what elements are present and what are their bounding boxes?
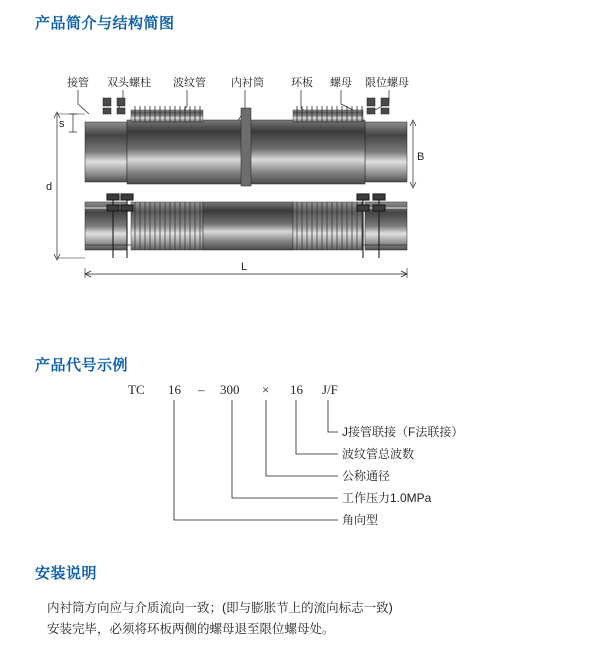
code-description: 角向型: [342, 513, 379, 527]
code-leaders: [174, 400, 338, 520]
section-title-code: 产品代号示例: [35, 357, 129, 374]
dimension-b: [410, 120, 424, 188]
code-part: 16: [168, 382, 181, 397]
code-part: J/F: [322, 382, 338, 397]
callout-label: 环板: [291, 77, 313, 89]
dimension-l: [85, 261, 407, 278]
dimension-label: L: [241, 261, 248, 273]
code-string: [128, 382, 338, 397]
callout-label: 接管: [67, 77, 89, 89]
callout-label: 螺母: [330, 77, 352, 89]
install-notes: [47, 598, 567, 640]
dimension-d: [46, 112, 85, 260]
callout-labels: [67, 75, 409, 89]
dimension-label: d: [46, 181, 53, 193]
code-description: J接管联接（F法联接）: [342, 425, 464, 439]
section-title-install: 安装说明: [35, 565, 98, 582]
code-part: TC: [128, 382, 145, 397]
upper-assembly: [85, 98, 407, 186]
code-part: 300: [220, 382, 240, 397]
install-note-line: 安装完毕，必须将环板两侧的螺母退至限位螺母处。: [47, 622, 335, 636]
code-part: ×: [262, 382, 270, 397]
install-note-line: 内衬筒方向应与介质流向一致；(即与膨胀节上的流向标志一致): [47, 601, 393, 615]
code-description: 公称通径: [342, 469, 391, 483]
dimension-s: [59, 114, 77, 132]
dimension-label: B: [417, 151, 425, 163]
section-title-intro: 产品简介与结构简图: [35, 15, 175, 32]
code-description: 工作压力1.0MPa: [342, 491, 432, 505]
callout-label: 限位螺母: [365, 77, 409, 89]
code-part: 16: [290, 382, 303, 397]
product-code-diagram: [110, 380, 530, 540]
dimension-label: s: [59, 118, 65, 130]
lower-assembly: [85, 194, 407, 258]
code-descriptions: [342, 424, 463, 527]
callout-label: 双头螺柱: [107, 77, 151, 89]
callout-label: 波纹管: [173, 77, 206, 89]
code-description: 波纹管总波数: [342, 447, 415, 461]
callout-label: 内衬筒: [231, 77, 264, 89]
product-structure-diagram: [45, 62, 555, 292]
code-part: –: [198, 382, 205, 397]
